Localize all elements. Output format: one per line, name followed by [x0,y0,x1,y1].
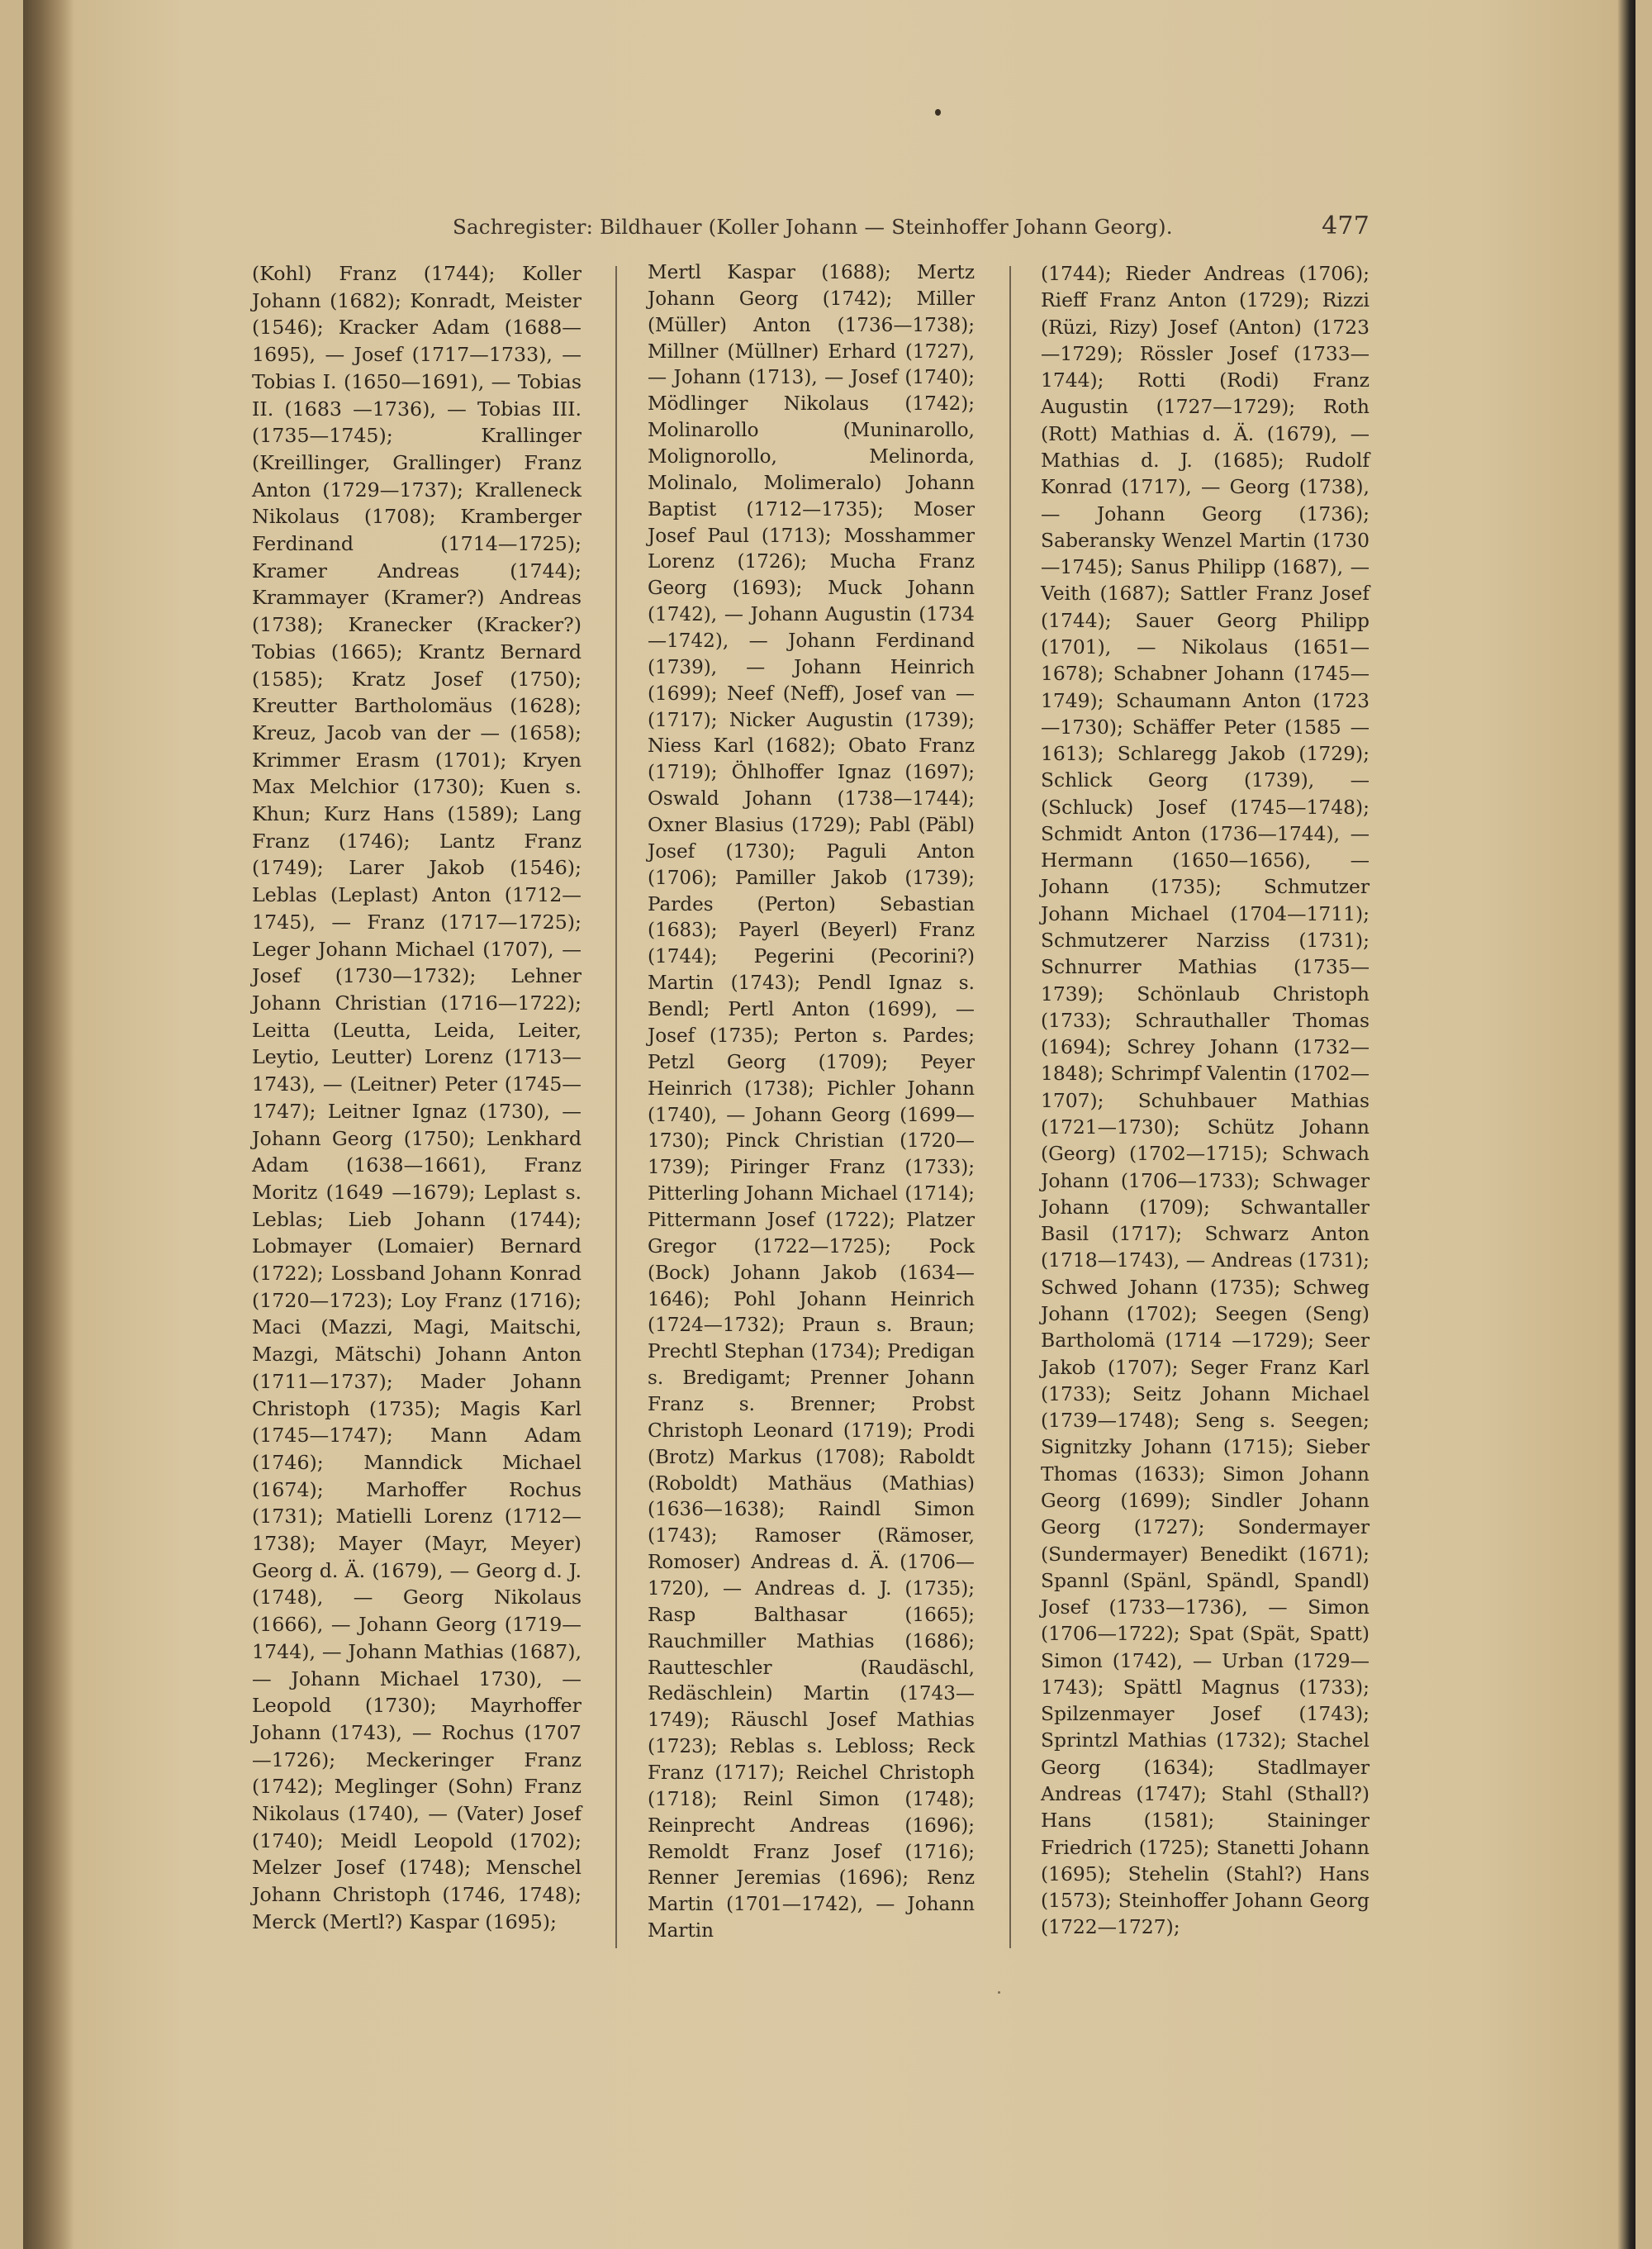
index-column-3: (1744); Rieder Andreas (1706); Rieff Franz Anton (1729); Rizzi (Rüzi, Rizy) Josef (Anton) (1723 —1729); Rössler Josef (1733—1744); Rotti (Rodi) Franz Augustin (1727—1729); Roth (Rott) Mathias d. Ä. (1679), — Mathias d. J. (1685); Rudolf Konrad (1717), — Georg (1738), — Johann Georg (1736); Saberansky Wenzel Martin (1730—1745); Sanus Philipp (1687), — Veith (1687); Sattler Franz Josef (1744); Sauer Georg Philipp (1701), — Nikolaus (1651—1678); Schabner Johann (1745—1749); Schaumann Anton (1723—1730); Schäffer Peter (1585 —1613); Schlaregg Jakob (1729); Schlick Georg (1739), — (Schluck) Josef (1745—1748); Schmidt Anton (1736—1744), — Hermann (1650—1656), — Johann (1735); Schmutzer Johann Michael (1704—1711); Schmutzerer Narziss (1731); Schnurrer Mathias (1735—1739); Schönlaub Christoph (1733); Schrauthaller Thomas (1694); Schrey Johann (1732—1848); Schrimpf Valentin (1702—1707); Schuhbauer Mathias (1721—1730); Schütz Johann (Georg) (1702—1715); Schwach Johann (1706—1733); Schwager Johann (1709); Schwantaller Basil (1717); Schwarz Anton (1718—1743), — Andreas (1731); Schwed Johann (1735); Schweg Johann (1702); Seegen (Seng) Bartholomä (1714 —1729); Seer Jakob (1707); Seger Franz Karl (1733); Seitz Johann Michael (1739—1748); Seng s. Seegen; Signitzky Johann (1715); Sieber Thomas (1633); Simon Johann Georg (1699); Sindler Johann Georg (1727); Sondermayer (Sundermayer) Benedikt (1671); Spannl (Spänl, Spändl, Spandl) Josef (1733—1736), — Simon (1706—1722); Spat (Spät, Spatt) Simon (1742), — Urban (1729—1743); Spättl Magnus (1733); Spilzenmayer Josef (1743); Sprintzl Mathias (1732); Stachel Georg (1634); Stadlmayer Andreas (1747); Stahl (Sthall?) Hans (1581); Staininger Friedrich (1725); Stanetti Johann (1695); Stehelin (Stahl?) Hans (1573); Steinhoffer Johann Georg (1722—1727); [1041,262,1370,1939]
page-edge-shadow [1617,0,1635,2249]
header-title: Sachregister: Bildhauer (Koller Johann — Steinhoffer Johann Georg). [453,215,1173,239]
column-rule [1009,266,1011,1948]
running-header [453,212,1370,248]
ink-spot [935,109,941,116]
ink-spot [998,1991,1000,1994]
page-number: 477 [1322,212,1370,240]
binding-gutter [23,0,74,2249]
column-rule [615,266,617,1948]
index-column-2: Mertl Kaspar (1688); Mertz Johann Georg (1742); Miller (Müller) Anton (1736—1738); Millner (Müllner) Erhard (1727), — Johann (1713), — Josef (1740); Mödlinger Nikolaus (1742); Molinarollo (Muninarollo, Molignorollo, Melinorda, Molinalo, Molimeralo) Johann Baptist (1712—1735); Moser Josef Paul (1713); Mosshammer Lorenz (1726); Mucha Franz Georg (1693); Muck Johann (1742), — Johann Augustin (1734 —1742), — Johann Ferdinand (1739), — Johann Heinrich (1699); Neef (Neff), Josef van — (1717); Nicker Augustin (1739); Niess Karl (1682); Obato Franz (1719); Öhlhoffer Ignaz (1697); Oswald Johann (1738—1744); Oxner Blasius (1729); Pabl (Päbl) Josef (1730); Paguli Anton (1706); Pamiller Jakob (1739); Pardes (Perton) Sebastian (1683); Payerl (Beyerl) Franz (1744); Pegerini (Pecorini?) Martin (1743); Pendl Ignaz s. Bendl; Pertl Anton (1699), — Josef (1735); Perton s. Pardes; Petzl Georg (1709); Peyer Heinrich (1738); Pichler Johann (1740), — Johann Georg (1699—1730); Pinck Christian (1720—1739); Piringer Franz (1733); Pitterling Johann Michael (1714); Pittermann Josef (1722); Platzer Gregor (1722—1725); Pock (Bock) Johann Jakob (1634—1646); Pohl Johann Heinrich (1724—1732); Praun s. Braun; Prechtl Stephan (1734); Predigan s. Bredigamt; Prenner Johann Franz s. Brenner; Probst Christoph Leonard (1719); Prodi (Brotz) Markus (1708); Raboldt (Roboldt) Mathäus (Mathias) (1636—1638); Raindl Simon (1743); Ramoser (Rämoser, Romoser) Andreas d. Ä. (1706—1720), — Andreas d. J. (1735); Rasp Balthasar (1665); Rauchmiller Mathias (1686); Rautteschler (Raudäschl, Redäschlein) Martin (1743—1749); Räuschl Josef Mathias (1723); Reblas s. Lebloss; Reck Franz (1717); Reichel Christoph (1718); Reinl Simon (1748); Reinprecht Andreas (1696); Remoldt Franz Josef (1716); Renner Jeremias (1696); Renz Martin (1701—1742), — Johann Martin [648,262,975,1942]
index-column-1: (Kohl) Franz (1744); Koller Johann (1682); Konradt, Meister (1546); Kracker Adam (1688—1695), — Josef (1717—1733), — Tobias I. (1650—1691), — Tobias II. (1683 —1736), — Tobias III. (1735—1745); Krallinger (Kreillinger, Grallinger) Franz Anton (1729—1737); Kralleneck Nikolaus (1708); Kramberger Ferdinand (1714—1725); Kramer Andreas (1744); Krammayer (Kramer?) Andreas (1738); Kranecker (Kracker?) Tobias (1665); Krantz Bernard (1585); Kratz Josef (1750); Kreutter Bartholomäus (1628); Kreuz, Jacob van der — (1658); Krimmer Erasm (1701); Kryen Max Melchior (1730); Kuen s. Khun; Kurz Hans (1589); Lang Franz (1746); Lantz Franz (1749); Larer Jakob (1546); Leblas (Leplast) Anton (1712—1745), — Franz (1717—1725); Leger Johann Michael (1707), — Josef (1730—1732); Lehner Johann Christian (1716—1722); Leitta (Leutta, Leida, Leiter, Leytio, Leutter) Lorenz (1713—1743), — (Leitner) Peter (1745—1747); Leitner Ignaz (1730), — Johann Georg (1750); Lenkhard Adam (1638—1661), Franz Moritz (1649 —1679); Leplast s. Leblas; Lieb Johann (1744); Lobmayer (Lomaier) Bernard (1722); Lossband Johann Konrad (1720—1723); Loy Franz (1716); Maci (Mazzi, Magi, Maitschi, Mazgi, Mätschi) Johann Anton (1711—1737); Mader Johann Christoph (1735); Magis Karl (1745—1747); Mann Adam (1746); Manndick Michael (1674); Marhoffer Rochus (1731); Matielli Lorenz (1712—1738); Mayer (Mayr, Meyer) Georg d. Ä. (1679), — Georg d. J. (1748), — Georg Nikolaus (1666), — Johann Georg (1719—1744), — Johann Mathias (1687), — Johann Michael 1730), — Leopold (1730); Mayrhoffer Johann (1743), — Rochus (1707—1726); Meckeringer Franz (1742); Meglinger (Sohn) Franz Nikolaus (1740), — (Vater) Josef (1740); Meidl Leopold (1702); Melzer Josef (1748); Menschel Johann Christoph (1746, 1748); Merck (Mertl?) Kaspar (1695); [252,262,582,1933]
